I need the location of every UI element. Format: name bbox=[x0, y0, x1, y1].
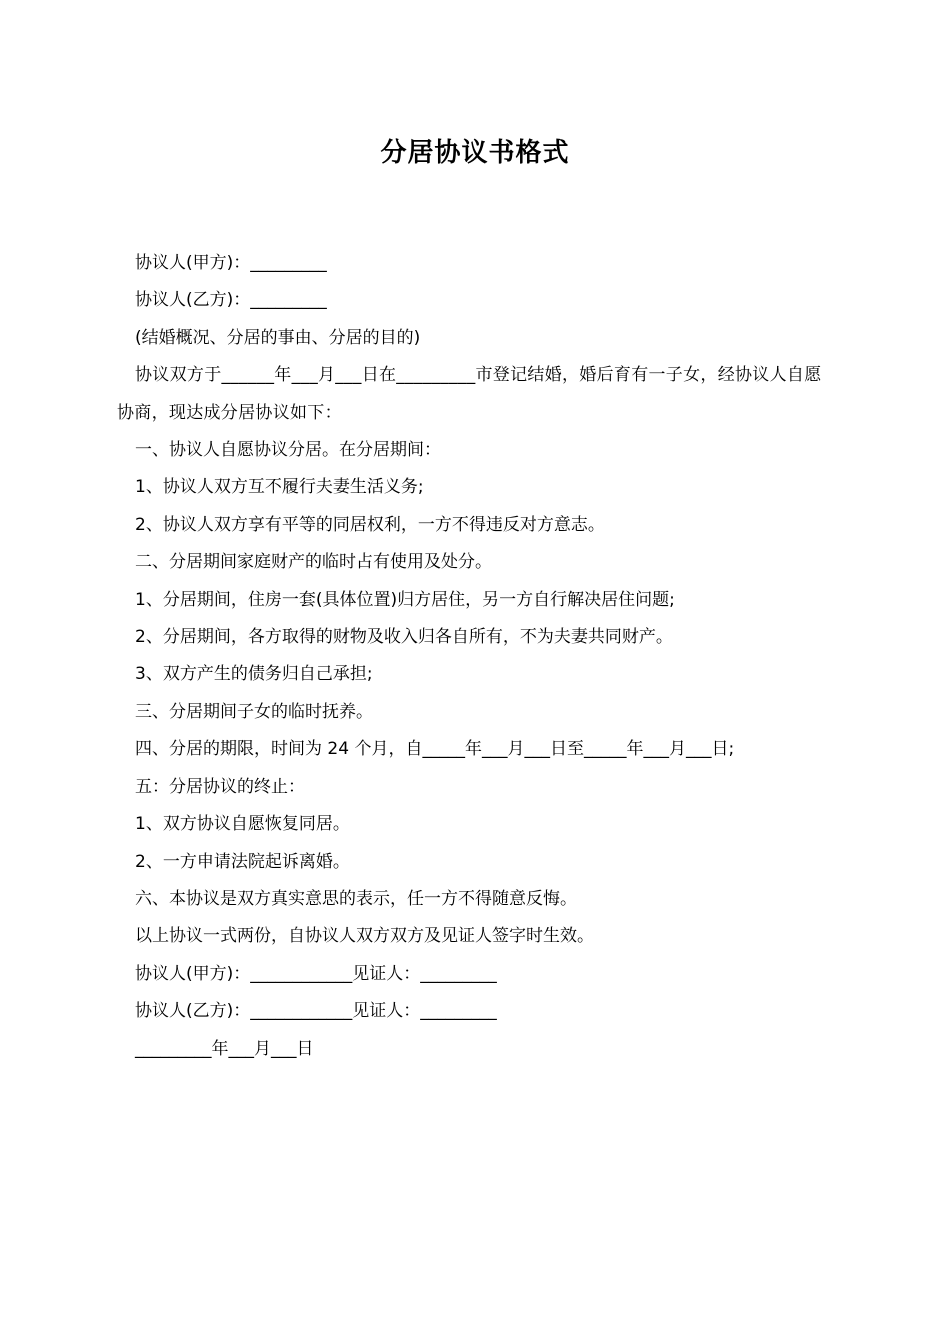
clause-3-heading: 三、分居期间子女的临时抚养。 bbox=[135, 701, 373, 722]
clause-5-heading: 五：分居协议的终止： bbox=[135, 776, 305, 797]
document-body bbox=[117, 245, 837, 1068]
clause-6-heading: 六、本协议是双方真实意思的表示，任一方不得随意反悔。 bbox=[135, 888, 577, 909]
clause-1-heading: 一、协议人自愿协议分居。在分居期间： bbox=[135, 440, 441, 461]
clause-1-item-1: 1、协议人双方互不履行夫妻生活义务; bbox=[135, 477, 424, 498]
document-title: 分居协议书格式 bbox=[380, 138, 570, 168]
clause-4-heading: 四、分居的期限，时间为 24 个月，自_____年___月___日至_____年___月___日; bbox=[135, 739, 735, 760]
clause-5-item-1: 1、双方协议自愿恢复同居。 bbox=[135, 814, 350, 835]
signature-date-line: _________年___月___日 bbox=[135, 1038, 314, 1059]
marriage-registration-paragraph: 协议双方于______年___月___日在_________市登记结婚，婚后育有一子女，经协议人自愿协商，现达成分居协议如下： bbox=[117, 365, 822, 423]
clause-2-item-2: 2、分居期间，各方取得的财物及收入归各自所有，不为夫妻共同财产。 bbox=[135, 627, 673, 648]
clause-2-item-3: 3、双方产生的债务归自己承担; bbox=[135, 664, 373, 685]
clause-2-item-1: 1、分居期间，住房一套(具体位置)归方居住，另一方自行解决居住问题; bbox=[135, 589, 675, 610]
signature-line-party-b: 协议人(乙方)：____________见证人：_________ bbox=[135, 1001, 497, 1022]
effectiveness-statement: 以上协议一式两份，自协议人双方双方及见证人签字时生效。 bbox=[135, 926, 594, 947]
clause-1-item-2: 2、协议人双方享有平等的同居权利，一方不得违反对方意志。 bbox=[135, 514, 605, 535]
clause-2-heading: 二、分居期间家庭财产的临时占有使用及处分。 bbox=[135, 552, 492, 573]
signature-line-party-a: 协议人(甲方)：____________见证人：_________ bbox=[135, 963, 497, 984]
marriage-overview-note: (结婚概况、分居的事由、分居的目的) bbox=[135, 327, 421, 348]
party-a-line: 协议人(甲方)：_________ bbox=[135, 253, 327, 273]
clause-5-item-2: 2、一方申请法院起诉离婚。 bbox=[135, 851, 350, 872]
party-b-line: 协议人(乙方)：_________ bbox=[135, 290, 327, 311]
